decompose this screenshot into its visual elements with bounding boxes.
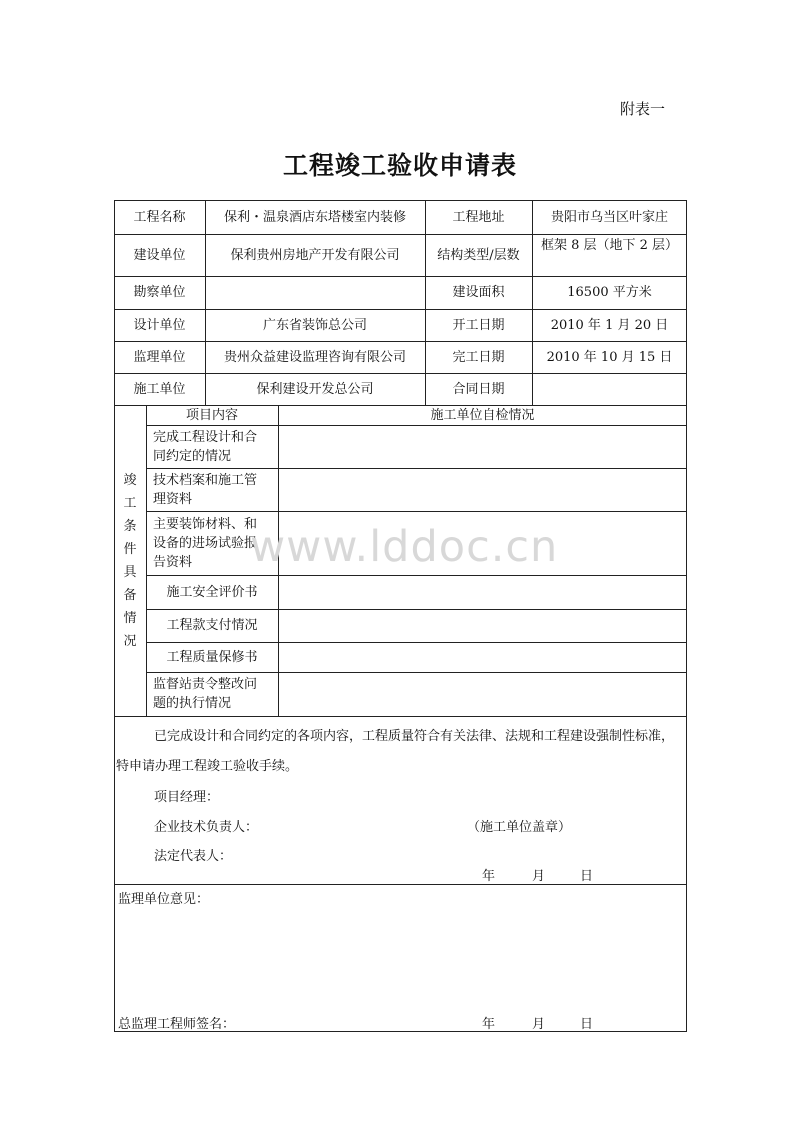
project-manager-label: 项目经理： (154, 790, 220, 805)
header-self-check: 施工单位自检情况 (430, 407, 535, 423)
construction-unit-value: 保利建设开发总公司 (256, 381, 374, 397)
conditions-side-label: 竣 工 条 件 具 备 情 况 (123, 473, 137, 649)
declaration-text: 已完成设计和合同约定的各项内容，工程质量符合有关法律、法规和工程建设强制性标准，特申请办理工程竣工验收手续。 (116, 729, 675, 774)
supervision-unit-value: 贵州众益建设监理咨询有限公司 (223, 349, 406, 365)
condition-check-cell[interactable] (278, 468, 687, 511)
client-unit-label: 建设单位 (133, 247, 186, 263)
condition-item: 监督站责令整改问 题的执行情况 (153, 677, 258, 711)
condition-item: 工程质量保修书 (166, 649, 258, 665)
declaration-year: 年 (482, 869, 496, 884)
appendix-label: 附表一 (620, 100, 666, 118)
watermark: www.lddoc.cn (250, 522, 559, 572)
grid-line (114, 884, 687, 885)
condition-item: 主要装饰材料、和 设备的进场试验报 告资料 (153, 516, 258, 570)
construction-unit-label: 施工单位 (133, 381, 186, 397)
chief-supervisor-signature-label: 总监理工程师签名： (118, 1017, 236, 1032)
start-date-value: 2010 年 1 月 20 日 (550, 317, 669, 333)
condition-check-cell[interactable] (278, 425, 687, 468)
design-unit-label: 设计单位 (133, 317, 186, 333)
supervision-opinion-label: 监理单位意见： (118, 892, 210, 907)
header-item-content: 项目内容 (185, 407, 238, 423)
start-date-label: 开工日期 (452, 317, 505, 333)
project-name-label: 工程名称 (133, 209, 186, 225)
supervision-unit-label: 监理单位 (133, 349, 186, 365)
legal-rep-label: 法定代表人： (154, 849, 233, 864)
completion-date-label: 完工日期 (452, 349, 505, 365)
condition-item: 工程款支付情况 (166, 618, 258, 633)
supervision-month: 月 (532, 1017, 546, 1032)
project-name-value: 保利・温泉酒店东塔楼室内装修 (223, 209, 406, 225)
condition-item: 技术档案和施工管 理资料 (153, 472, 258, 507)
supervision-day: 日 (580, 1017, 594, 1032)
grid-line (114, 716, 687, 717)
condition-check-cell[interactable] (278, 575, 687, 609)
declaration-month: 月 (532, 869, 546, 884)
building-area-value: 16500 平方米 (567, 285, 652, 300)
supervision-year: 年 (482, 1017, 496, 1032)
project-address-value: 贵阳市乌当区叶家庄 (550, 209, 668, 225)
declaration-day: 日 (580, 869, 594, 884)
building-area-label: 建设面积 (452, 285, 505, 300)
condition-check-cell[interactable] (278, 642, 687, 672)
structure-type-label: 结构类型/层数 (437, 247, 520, 263)
seal-label: （施工单位盖章） (467, 820, 572, 835)
condition-check-cell[interactable] (278, 672, 687, 716)
completion-date-value: 2010 年 10 月 15 日 (546, 349, 673, 365)
condition-item: 施工安全评价书 (166, 584, 258, 600)
client-unit-value: 保利贵州房地产开发有限公司 (230, 247, 400, 263)
contract-date-value (532, 373, 687, 405)
design-unit-value: 广东省装饰总公司 (262, 317, 367, 333)
structure-type-value: 框架 8 层（地下 2 层） (540, 238, 679, 253)
project-address-label: 工程地址 (452, 209, 505, 225)
survey-unit-value (205, 276, 425, 309)
survey-unit-label: 勘察单位 (133, 285, 186, 300)
condition-check-cell[interactable] (278, 609, 687, 642)
form-title: 工程竣工验收申请表 (282, 151, 517, 180)
tech-lead-label: 企业技术负责人： (154, 820, 259, 835)
condition-item: 完成工程设计和合 同约定的情况 (153, 429, 258, 464)
contract-date-label: 合同日期 (452, 381, 505, 397)
